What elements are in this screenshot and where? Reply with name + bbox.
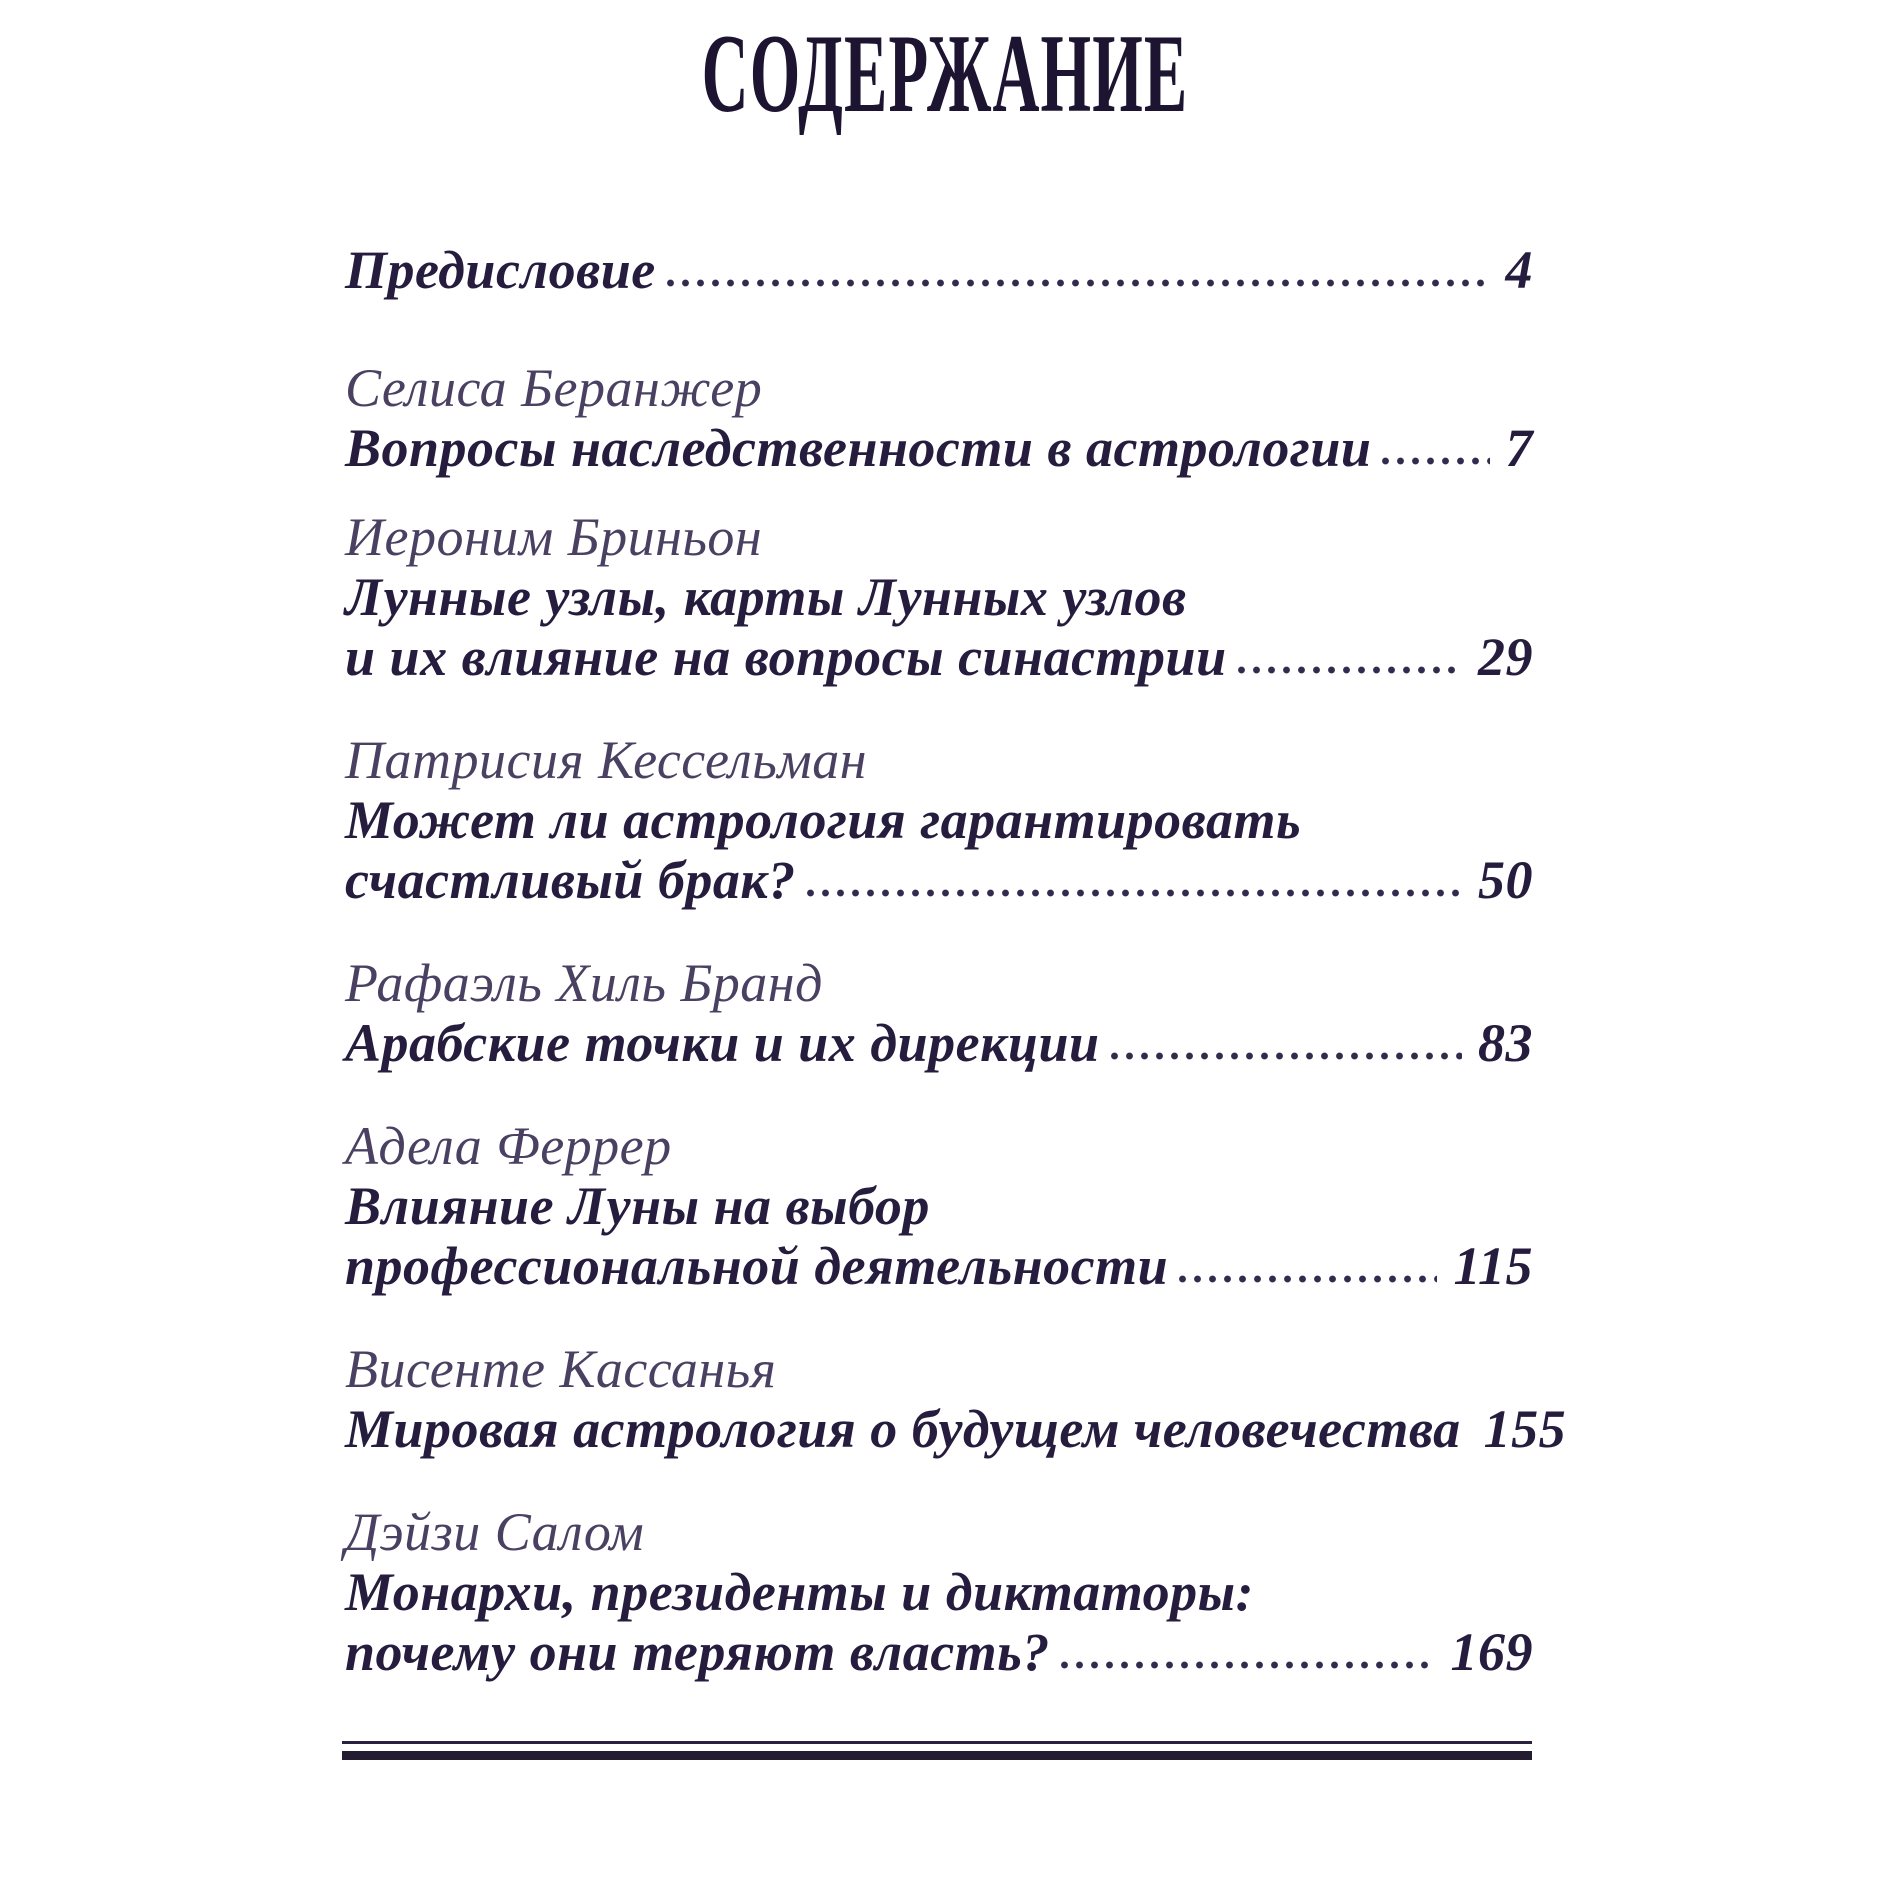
toc-entry bbox=[345, 358, 1533, 478]
entry-title-text: почему они теряют власть? bbox=[345, 1622, 1050, 1682]
dot-leader bbox=[1234, 627, 1462, 687]
entry-page-number: 7 bbox=[1505, 418, 1533, 478]
footer-divider bbox=[342, 1741, 1532, 1760]
divider-thin-line bbox=[342, 1741, 1532, 1744]
toc-entry bbox=[345, 1502, 1533, 1682]
entry-author: Висенте Кассанья bbox=[345, 1339, 777, 1399]
entry-author: Селиса Беранжер bbox=[345, 358, 763, 418]
entry-title-text: счастливый брак? bbox=[345, 850, 796, 910]
entry-title-text: Предисловие bbox=[345, 240, 656, 300]
entry-page-number: 50 bbox=[1478, 850, 1533, 910]
entry-author: Дэйзи Салом bbox=[345, 1502, 645, 1562]
entry-title-text: профессиональной деятельности bbox=[345, 1236, 1169, 1296]
toc-entry bbox=[345, 507, 1533, 687]
entry-title-row bbox=[345, 1622, 1533, 1682]
toc-entry bbox=[345, 1339, 1567, 1459]
toc-entry bbox=[345, 240, 1533, 300]
entry-title-line: Монархи, президенты и диктаторы: bbox=[345, 1562, 1255, 1622]
entry-title-row bbox=[345, 627, 1533, 687]
entry-page-number: 4 bbox=[1505, 240, 1533, 300]
dot-leader bbox=[1175, 1236, 1437, 1296]
entry-page-number: 169 bbox=[1450, 1622, 1533, 1682]
entry-author: Адела Феррер bbox=[345, 1116, 672, 1176]
entry-title-line: Влияние Луны на выбор bbox=[345, 1176, 930, 1236]
entry-title-row bbox=[345, 418, 1533, 478]
entry-title-row bbox=[345, 850, 1533, 910]
divider-thick-line bbox=[342, 1751, 1532, 1760]
toc-entry bbox=[345, 953, 1533, 1073]
entry-title-row bbox=[345, 240, 1533, 300]
entry-title-row bbox=[345, 1236, 1533, 1296]
dot-leader bbox=[1107, 1013, 1462, 1073]
entry-title-row bbox=[345, 1013, 1533, 1073]
entry-page-number: 83 bbox=[1478, 1013, 1533, 1073]
dot-leader bbox=[803, 850, 1462, 910]
dot-leader bbox=[663, 240, 1490, 300]
page-title: СОДЕРЖАНИЕ bbox=[701, 12, 1189, 136]
dot-leader bbox=[1057, 1622, 1435, 1682]
entry-title-line: Лунные узлы, карты Лунных узлов bbox=[345, 567, 1187, 627]
entry-page-number: 115 bbox=[1453, 1236, 1533, 1296]
dot-leader bbox=[1378, 418, 1489, 478]
table-of-contents bbox=[345, 140, 1567, 1682]
toc-entry bbox=[345, 1116, 1533, 1296]
entry-page-number: 29 bbox=[1478, 627, 1533, 687]
entry-title-text: Арабские точки и их дирекции bbox=[345, 1013, 1100, 1073]
entry-title-line: Может ли астрология гарантировать bbox=[345, 790, 1302, 850]
entry-title-text: и их влияние на вопросы синастрии bbox=[345, 627, 1227, 687]
entry-title-row bbox=[345, 1399, 1567, 1459]
entry-author: Иероним Бриньон bbox=[345, 507, 763, 567]
toc-entry bbox=[345, 730, 1533, 910]
entry-title-text: Мировая астрология о будущем человечества bbox=[345, 1399, 1461, 1459]
entry-title-text: Вопросы наследственности в астрологии bbox=[345, 418, 1372, 478]
entry-page-number: 155 bbox=[1483, 1399, 1567, 1459]
entry-author: Рафаэль Хиль Бранд bbox=[345, 953, 823, 1013]
entry-author: Патрисия Кессельман bbox=[345, 730, 868, 790]
